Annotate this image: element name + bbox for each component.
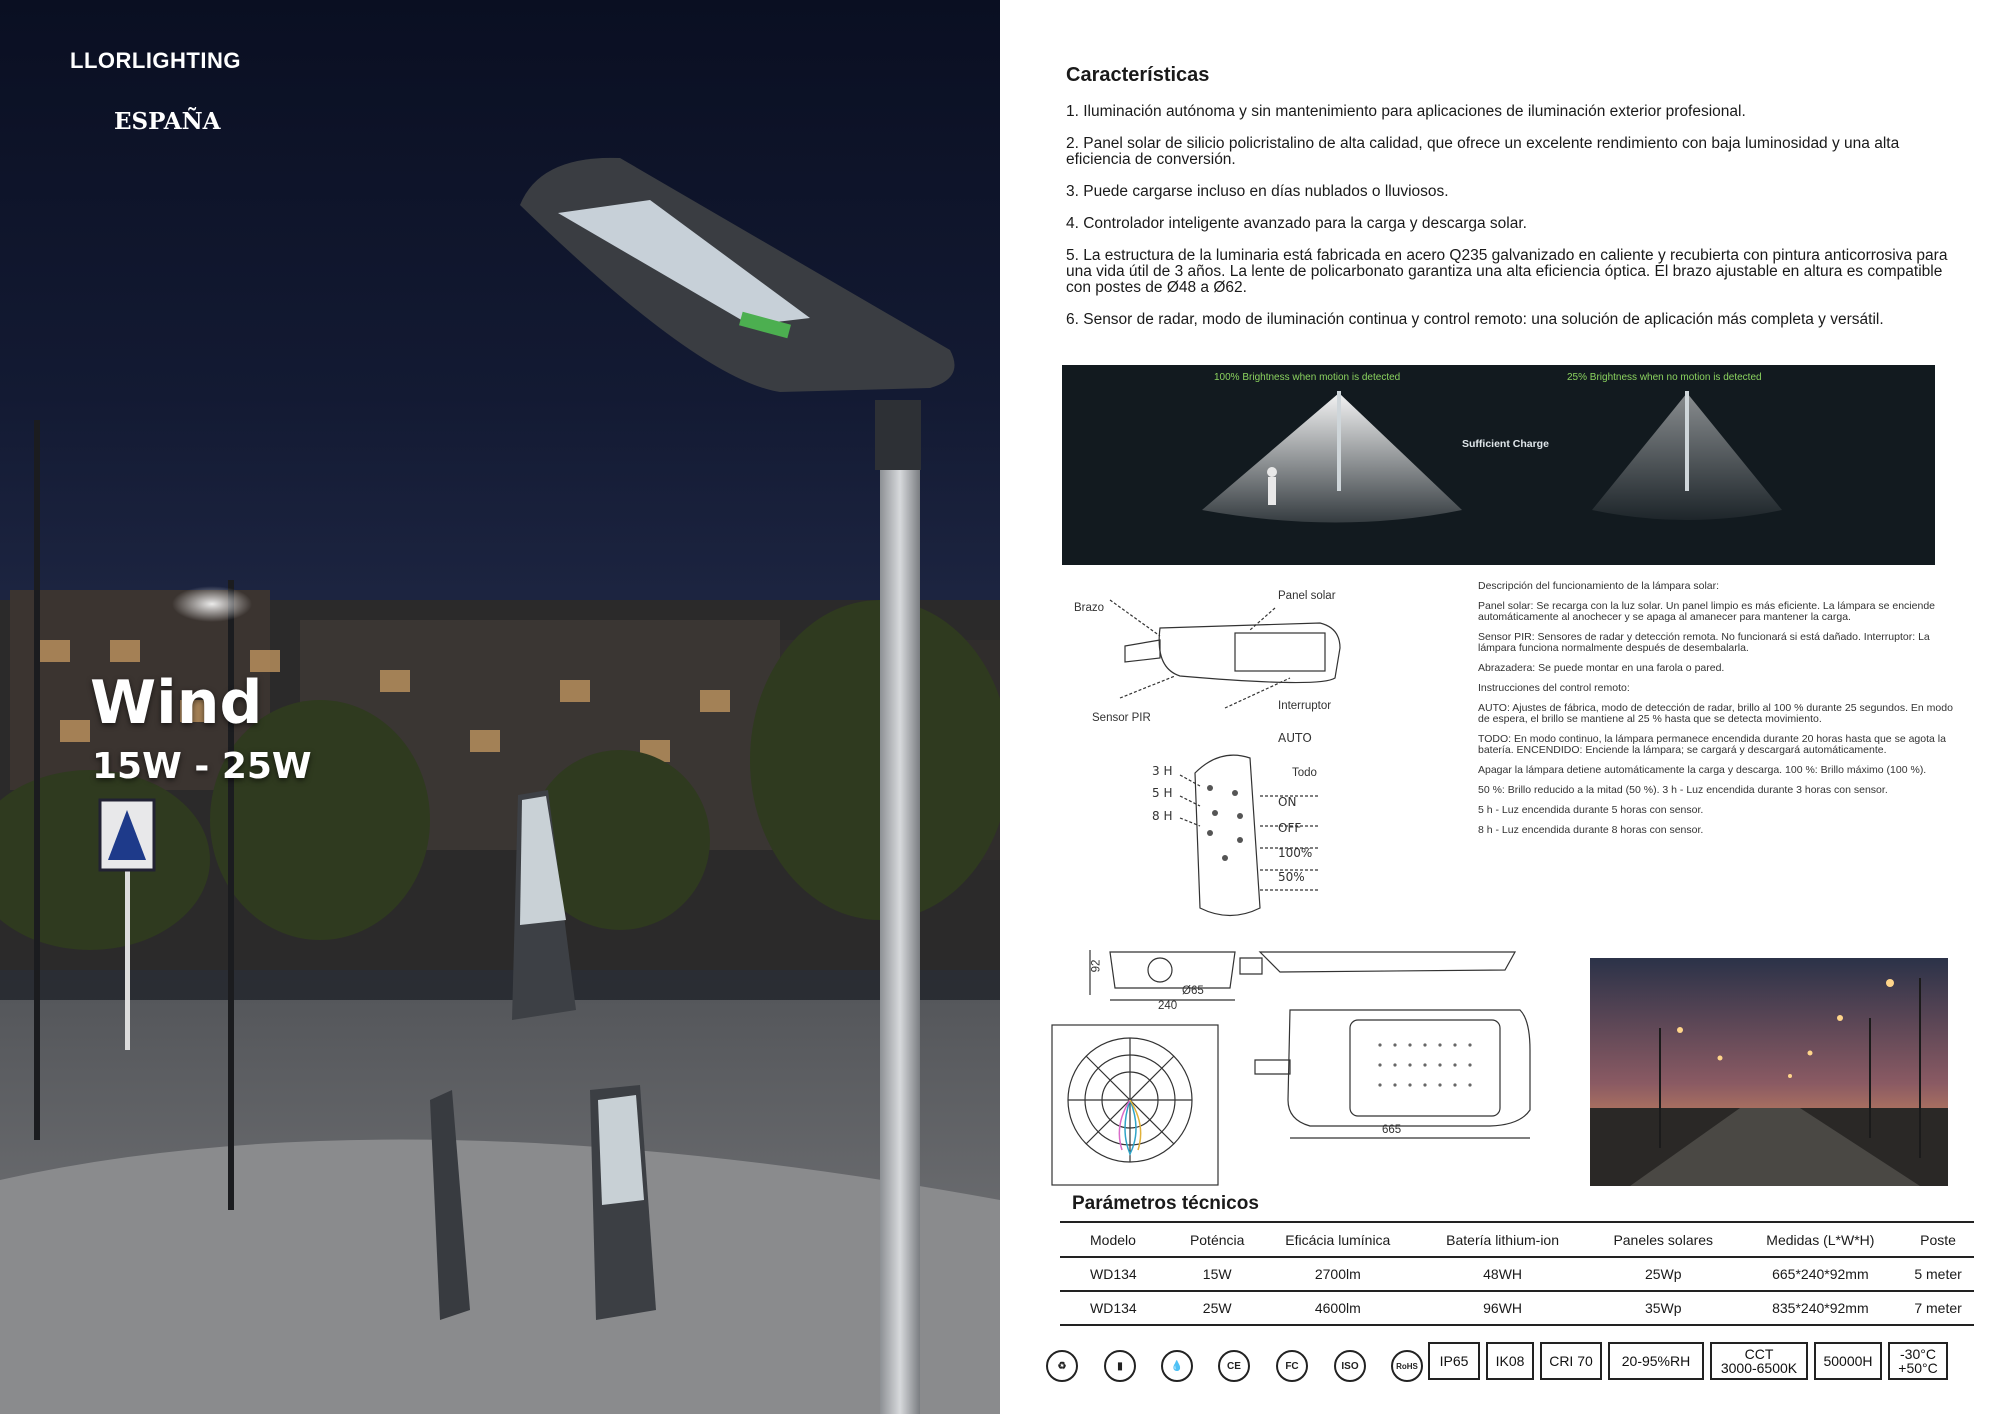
table-cell: 35Wp (1588, 1291, 1739, 1325)
remote-5h-label: 5 H (1152, 786, 1173, 800)
temp-low: -30°C (1900, 1346, 1936, 1362)
cct-range: 3000-6500K (1720, 1360, 1798, 1376)
table-row (1060, 1257, 1974, 1291)
ip-badge: IP65 (1428, 1342, 1480, 1380)
table-header-row (1060, 1222, 1974, 1257)
description-paragraph: TODO: En modo continuo, la lámpara permanece encendida durante 20 horas hasta que se agota la batería. ENCENDIDO: Enciende la lámpara; se cargará y descargará automáticamente. (1478, 733, 1946, 756)
table-cell: 15W (1176, 1257, 1258, 1291)
table-cell: 25Wp (1588, 1257, 1739, 1291)
temp-high: +50°C (1898, 1360, 1938, 1376)
remote-3h-label: 3 H (1152, 764, 1173, 778)
table-cell: 96WH (1417, 1291, 1588, 1325)
remote-100-label: 100% (1278, 846, 1313, 860)
iso-icon: ISO (1334, 1350, 1366, 1382)
dim-width: 240 (1158, 1000, 1178, 1012)
waterproof-icon: 💧 (1161, 1350, 1193, 1382)
description-paragraph: 50 %: Brillo reducido a la mitad (50 %). 3 h - Luz encendida durante 3 horas con sensor. (1478, 784, 1888, 796)
description-paragraph: Sensor PIR: Sensores de radar y detección remota. No funcionará si está dañado. Interruptor: La lámpara funciona normalmente después de desembalarla. (1478, 631, 1930, 654)
cct-badge (1710, 1342, 1808, 1380)
col-header: Modelo (1060, 1222, 1176, 1257)
remote-50-label: 50% (1278, 870, 1305, 884)
description-paragraph: Instrucciones del control remoto: (1478, 682, 1630, 694)
feature-item: 3. Puede cargarse incluso en días nublados o lluviosos. (1066, 183, 1449, 200)
table-cell: 4600lm (1258, 1291, 1417, 1325)
rohs-icon: RoHS (1391, 1350, 1423, 1382)
col-header: Paneles solares (1588, 1222, 1739, 1257)
product-power-range: 15W - 25W (92, 746, 312, 787)
table-cell: WD134 (1060, 1257, 1176, 1291)
switch-label: Interruptor (1278, 700, 1332, 712)
description-paragraph: Panel solar: Se recarga con la luz solar. Un panel limpio es más eficiente. La lámpara se enciende automáticamente al anochecer y se apaga al amanecer para mantener la carga. (1478, 600, 1936, 623)
col-header: Eficácia lumínica (1258, 1222, 1417, 1257)
dim-pole: Ø65 (1182, 985, 1204, 997)
description-paragraph: Apagar la lámpara detiene automáticamente la carga y descarga. 100 %: Brillo máximo (100 %). (1478, 764, 1927, 776)
radar-sensor-illustration (1062, 365, 1935, 565)
description-paragraph: AUTO: Ajustes de fábrica, modo de detección de radar, brillo al 100 % durante 25 segundos. En modo de espera, el brillo se mantiene al 25 % hasta que se detecta movimiento. (1478, 702, 1953, 725)
dim-length: 665 (1382, 1124, 1402, 1136)
night-road-graphic (1590, 958, 1948, 1186)
certification-strip (1046, 1340, 1966, 1392)
cri-badge: CRI 70 (1540, 1342, 1602, 1380)
cct-title: CCT (1744, 1346, 1774, 1362)
operation-description (1478, 581, 1963, 845)
description-paragraph: 8 h - Luz encendida durante 8 horas con sensor. (1478, 824, 1704, 836)
table-cell: 48WH (1417, 1257, 1588, 1291)
description-paragraph: Abrazadera: Se puede montar en una farola o pared. (1478, 662, 1725, 674)
dim-height: 92 (1090, 959, 1103, 973)
technical-drawings (1050, 940, 1590, 1195)
night-road-photo (1590, 958, 1948, 1186)
humidity-badge: 20-95%RH (1608, 1342, 1704, 1380)
spec-sheet-panel (1000, 0, 2000, 1414)
table-cell: 665*240*92mm (1739, 1257, 1903, 1291)
parts-diagram (1050, 578, 1470, 933)
description-paragraph: Descripción del funcionamiento de la lámpara solar: (1478, 580, 1720, 592)
feature-item: 6. Sensor de radar, modo de iluminación continua y control remoto: una solución de aplicación más completa y versátil. (1066, 311, 1884, 328)
lamp-parts-drawing (1050, 578, 1470, 928)
radar-no-motion-label: 25% Brightness when no motion is detected (1567, 372, 1762, 383)
fc-icon: FC (1276, 1350, 1308, 1382)
feature-item: 1. Iluminación autónoma y sin mantenimiento para aplicaciones de iluminación exterior profesional. (1066, 103, 1746, 120)
col-header: Batería lithium-ion (1417, 1222, 1588, 1257)
feature-item: 2. Panel solar de silicio policristalino de alta calidad, que ofrece un excelente rendimiento con baja luminosidad y una alta eficiencia de conversión. (1066, 135, 1900, 168)
table-cell: 2700lm (1258, 1257, 1417, 1291)
description-paragraph: 5 h - Luz encendida durante 5 horas con sensor. (1478, 804, 1704, 816)
brazo-label: Brazo (1074, 602, 1105, 614)
col-header: Poste (1902, 1222, 1974, 1257)
battery-icon: ▮ (1104, 1350, 1136, 1382)
table-cell: WD134 (1060, 1291, 1176, 1325)
feature-item: 4. Controlador inteligente avanzado para la carga y descarga solar. (1066, 215, 1527, 232)
country-label: ESPAÑA (114, 108, 221, 135)
ce-icon: CE (1218, 1350, 1250, 1382)
remote-auto-label: AUTO (1278, 731, 1312, 745)
table-row (1060, 1291, 1974, 1325)
brand-name: LLORLIGHTING (70, 48, 241, 73)
ik-badge: IK08 (1486, 1342, 1534, 1380)
col-header: Medidas (L*W*H) (1739, 1222, 1903, 1257)
remote-todo-label: Todo (1292, 767, 1317, 779)
product-name: Wind (90, 668, 263, 738)
specs-table (1060, 1221, 1974, 1326)
radar-motion-label: 100% Brightness when motion is detected (1214, 372, 1401, 383)
feature-item: 5. La estructura de la luminaria está fabricada en acero Q235 galvanizado en caliente y recubierta con pintura anticorrosiva para una vida útil de 3 años. La lente de policarbonato garantiza una alta eficiencia óptica. El brazo ajustable en altura es compatible con postes de Ø48 a Ø62. (1066, 247, 1948, 296)
remote-off-label: OFF (1278, 821, 1302, 835)
radar-charge-label: Sufficient Charge (1462, 438, 1549, 450)
tech-params-title: Parámetros técnicos (1072, 1193, 1259, 1214)
table-cell: 7 meter (1902, 1291, 1974, 1325)
pir-sensor-label: Sensor PIR (1092, 712, 1151, 724)
solar-panel-label: Panel solar (1278, 590, 1336, 602)
remote-on-label: ON (1278, 795, 1297, 809)
recycle-icon: ♻ (1046, 1350, 1078, 1382)
table-cell: 835*240*92mm (1739, 1291, 1903, 1325)
temperature-badge (1888, 1342, 1948, 1380)
col-header: Poténcia (1176, 1222, 1258, 1257)
light-cone-graphic (1062, 365, 1935, 565)
lifetime-badge: 50000H (1814, 1342, 1882, 1380)
table-cell: 5 meter (1902, 1257, 1974, 1291)
features-title: Características (1066, 64, 1210, 86)
features-list (1066, 104, 1966, 344)
table-cell: 25W (1176, 1291, 1258, 1325)
remote-8h-label: 8 H (1152, 809, 1173, 823)
dimension-drawing (1050, 940, 1590, 1190)
